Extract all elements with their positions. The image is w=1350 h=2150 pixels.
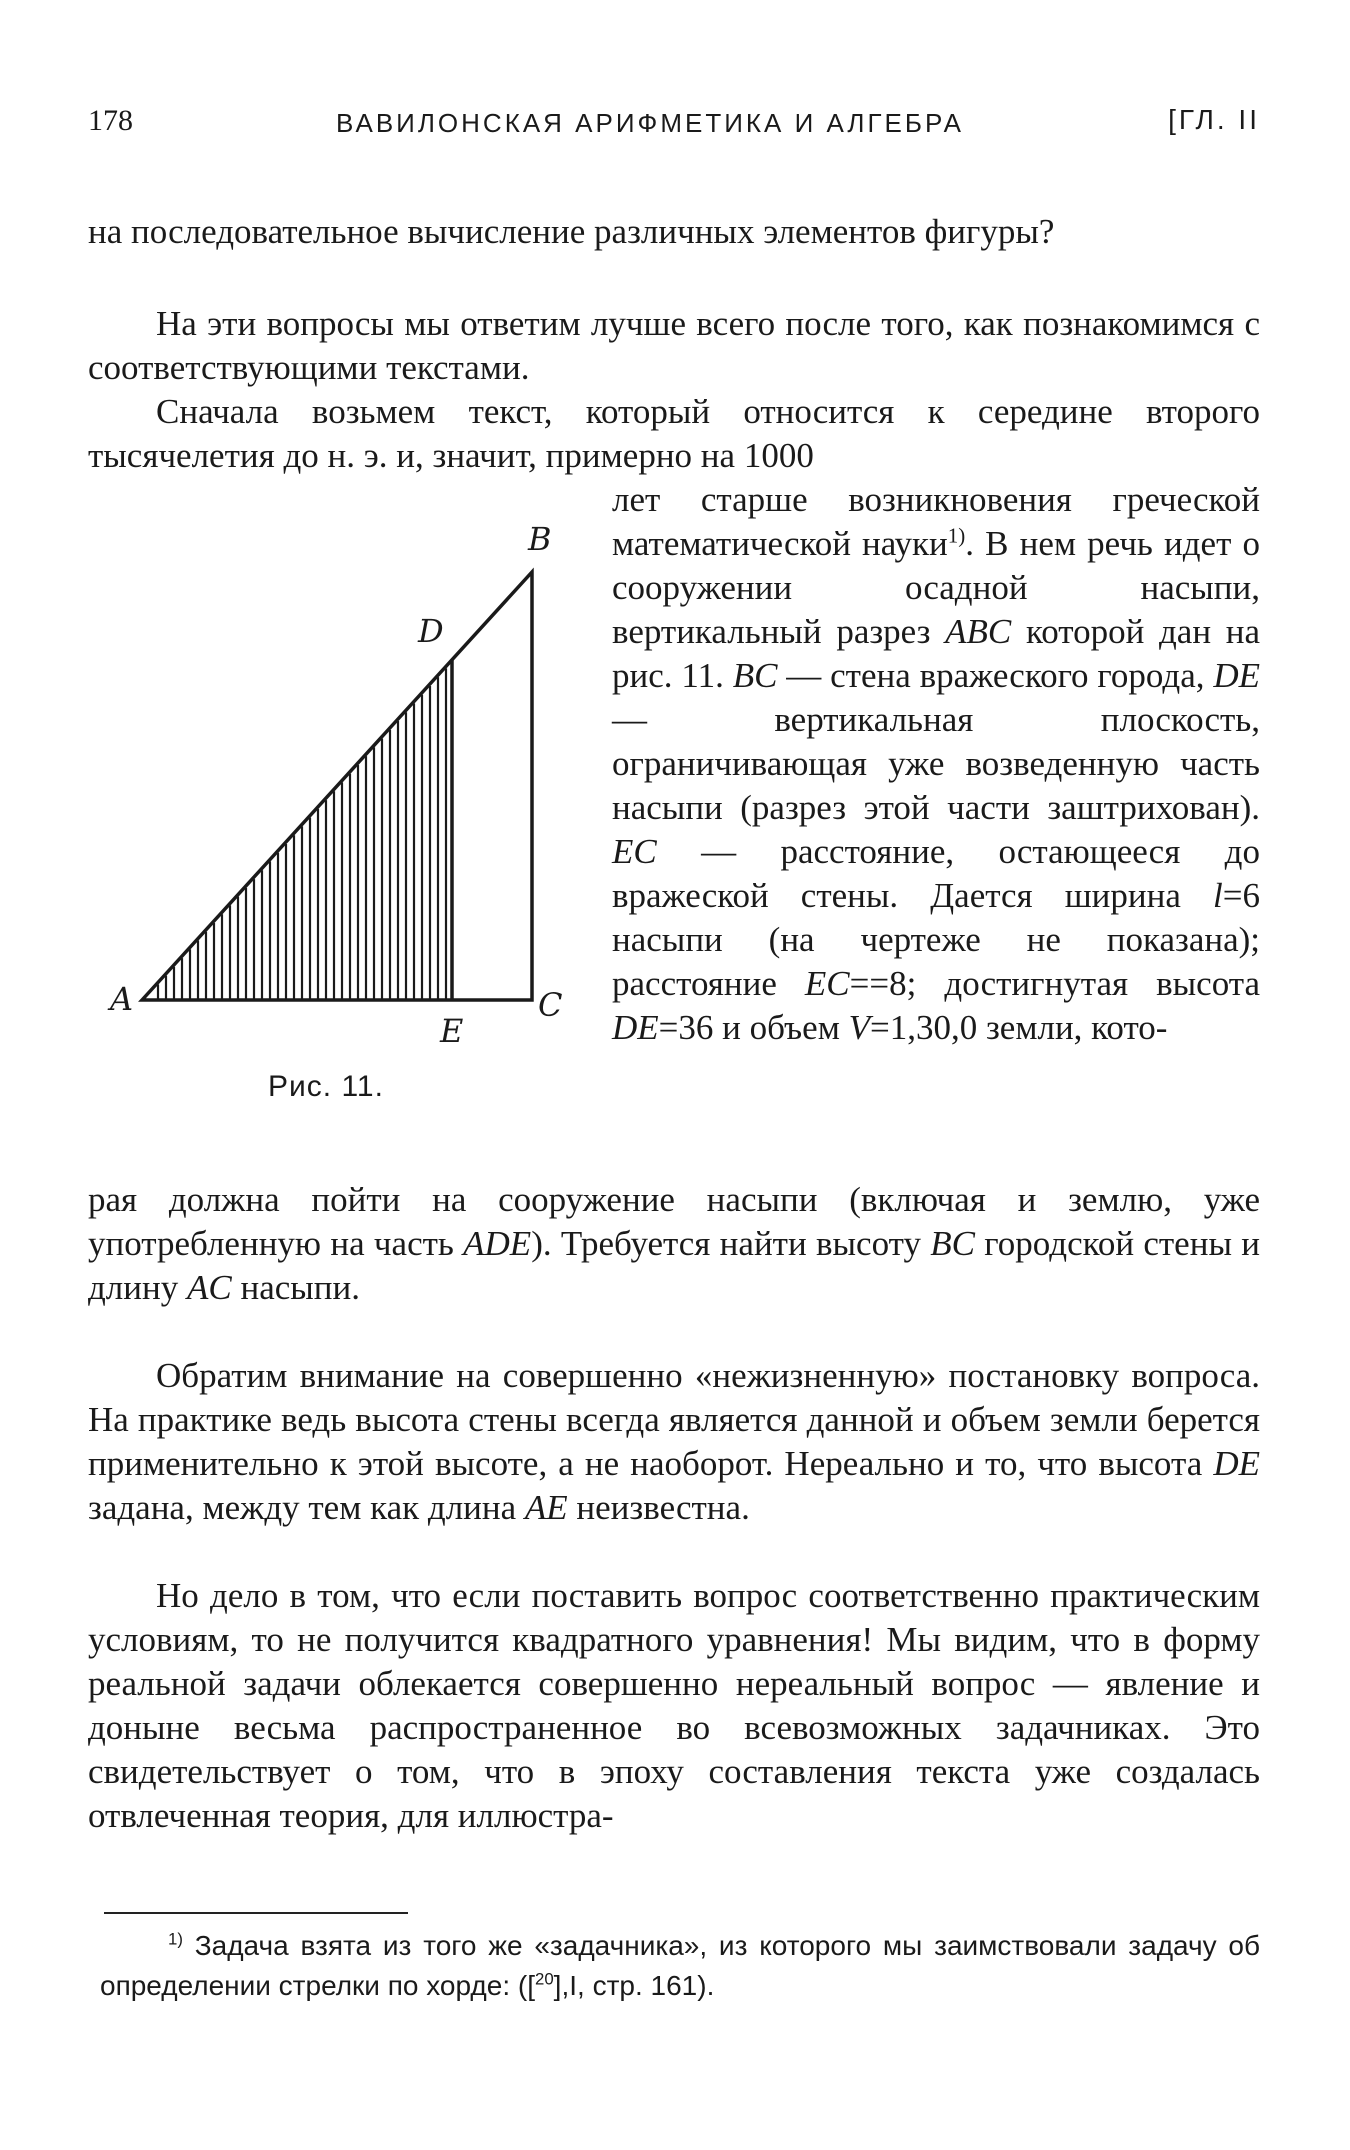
page-number: 178 bbox=[88, 104, 133, 137]
hatched-section-ade bbox=[158, 668, 446, 1000]
figure-caption: Рис. 11. bbox=[268, 1070, 384, 1103]
paragraph-4: рая должна пойти на сооружение насыпи (включая и землю, уже употребленную на часть ADE). Требуется найти высоту BC городской стены и длину AC насыпи. bbox=[88, 1180, 1260, 1307]
label-c: C bbox=[538, 986, 563, 1024]
triangle-abc bbox=[142, 572, 532, 1000]
embankment-diagram bbox=[100, 520, 580, 1020]
paragraph-5: Обратим внимание на совершенно «нежизненную» постановку вопроса. На практике ведь высота стены всегда является данной и объем земли берется применительно к этой высоте, а не наоборот. Нереально и то, что высота DE задана, между тем как длина AE неизвестна. bbox=[88, 1356, 1260, 1527]
label-a: A bbox=[110, 980, 134, 1018]
label-e: E bbox=[440, 1012, 464, 1050]
page-header bbox=[88, 104, 1260, 144]
paragraph-3: Сначала возьмем текст, который относится к середине второго тысячелетия до н. э. и, значит, примерно на 1000 bbox=[88, 392, 1260, 475]
paragraph-1: на последовательное вычисление различных элементов фигуры? bbox=[88, 212, 1055, 251]
chapter-marker: [ГЛ. II bbox=[1168, 104, 1260, 135]
label-d: D bbox=[418, 612, 444, 650]
footnote: $^{1)}$ Задача взята из того же «задачника», из которого мы заимствовали задачу об определении стрелки по хорде: ([$^{20}$],I, стр. 161). bbox=[100, 1929, 1260, 2001]
paragraph-6: Но дело в том, что если поставить вопрос соответственно практическим условиям, то не получится квадратного уравнения! Мы видим, что в форму реальной задачи облекается совершенно нереальный вопрос — явление и доныне весьма распространенное во всевозможных задачниках. Это свидетельствует о том, что в эпоху составления текста уже создалась отвлеченная теория, для иллюстра- bbox=[88, 1576, 1260, 1835]
figure-11 bbox=[100, 520, 580, 1050]
paragraph-2: На эти вопросы мы ответим лучше всего после того, как познакомимся с соответствующими текстами. bbox=[88, 304, 1260, 387]
footnote-ref: 1) bbox=[947, 523, 966, 548]
figure-side-text: лет старше возникновения греческой математической науки$^{1)}$. В нем речь идет о сооружении осадной насыпи, вертикальный разрез ABC которой дан на рис. 11. BC — стена вражеского города, DE — вертикальная плоскость, ограничивающая уже возведенную часть насыпи (разрез этой части заштрихован). EC — расстояние, остающееся до вражеской стены. Дается ширина l=6 насыпи (на чертеже не показана); расстояние EC==8; достигнутая высота DE=36 и объем V=1,30,0 земли, кото- bbox=[612, 480, 1261, 1047]
label-b: B bbox=[528, 520, 552, 558]
running-title: ВАВИЛОНСКАЯ АРИФМЕТИКА И АЛГЕБРА bbox=[336, 108, 964, 138]
footnote-divider bbox=[104, 1912, 408, 1914]
